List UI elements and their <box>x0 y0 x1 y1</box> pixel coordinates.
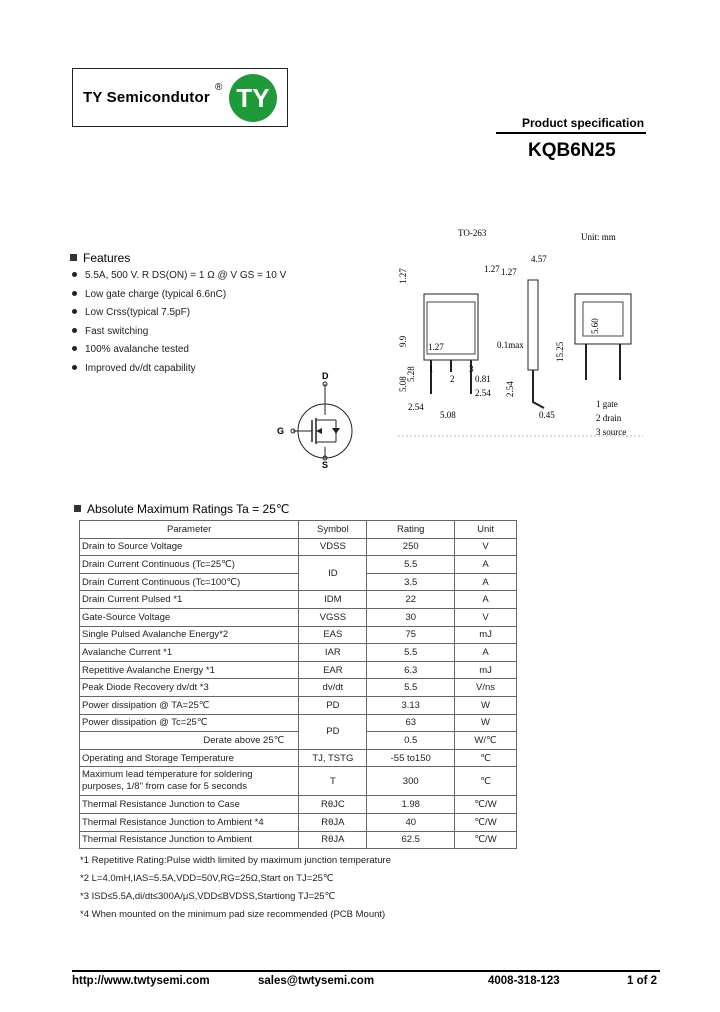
param-cell: Drain Current Continuous (Tc=100℃) <box>80 573 299 591</box>
feature-item: Low Crss(typical 7.5pF) <box>72 307 286 326</box>
unit-cell: mJ <box>455 626 517 644</box>
rating-cell: 30 <box>367 608 455 626</box>
footnote: *3 ISD≤5.5A,di/dt≤300A/μS,VDD≤BVDSS,Startiong TJ=25℃ <box>80 891 336 902</box>
source-label: S <box>322 460 329 468</box>
unit-cell: A <box>455 644 517 662</box>
dim-label: 0.45 <box>539 410 555 420</box>
dim-label: 4.57 <box>531 254 547 264</box>
unit-cell: mJ <box>455 661 517 679</box>
table-row <box>80 573 517 591</box>
rating-cell: 6.3 <box>367 661 455 679</box>
rating-cell: 250 <box>367 538 455 556</box>
unit-cell: V <box>455 538 517 556</box>
table-row <box>80 749 517 767</box>
rating-cell: 62.5 <box>367 831 455 849</box>
table-row <box>80 661 517 679</box>
symbol-cell: IAR <box>299 644 367 662</box>
feature-item: Fast switching <box>72 326 286 345</box>
table-row <box>80 679 517 697</box>
pin-legend-item: 1 gate <box>596 399 618 409</box>
symbol-cell: RθJA <box>299 831 367 849</box>
symbol-cell: RθJA <box>299 813 367 831</box>
bullet-dot-icon <box>72 309 77 314</box>
param-cell: Power dissipation @ TA=25℃ <box>80 696 299 714</box>
symbol-cell: PD <box>299 714 367 749</box>
dim-label: 1.27 <box>484 264 500 274</box>
header-cell: Unit <box>455 521 517 539</box>
symbol-cell: ID <box>299 556 367 591</box>
table-row <box>80 831 517 849</box>
footnote: *1 Repetitive Rating:Pulse width limited by maximum junction temperature <box>80 855 391 866</box>
unit-cell: W <box>455 696 517 714</box>
footnotes <box>80 855 391 927</box>
unit-label: Unit: mm <box>581 232 616 242</box>
pin-legend-item: 3 source <box>596 427 627 437</box>
pin-label: 3 <box>469 364 474 374</box>
side-lead <box>533 370 544 408</box>
dim-label: 2.54 <box>475 388 491 398</box>
logo-box <box>72 68 288 127</box>
pin-label: 2 <box>450 374 455 384</box>
bullet-square-icon <box>70 254 77 261</box>
param-cell: Drain Current Pulsed *1 <box>80 591 299 609</box>
to263-package-diagram <box>398 222 648 447</box>
param-cell: Derate above 25℃ <box>80 732 299 750</box>
dim-label: 0.81 <box>475 374 491 384</box>
diode-arrow-icon <box>332 428 340 434</box>
feature-item: Low gate charge (typical 6.6nC) <box>72 289 286 308</box>
email-link[interactable]: sales@twtysemi.com <box>258 975 375 987</box>
unit-cell: W/℃ <box>455 732 517 750</box>
rating-cell: 5.5 <box>367 679 455 697</box>
unit-cell: V/ns <box>455 679 517 697</box>
dim-label: 1.27 <box>501 267 517 277</box>
rating-cell: 0.5 <box>367 732 455 750</box>
table-row <box>80 608 517 626</box>
table-row <box>80 714 517 732</box>
rating-cell: 5.5 <box>367 644 455 662</box>
param-cell: Repetitive Avalanche Energy *1 <box>80 661 299 679</box>
dim-label: 0.1max <box>497 340 524 350</box>
unit-cell: A <box>455 573 517 591</box>
channel-arrow-icon <box>316 428 322 434</box>
param-cell: Maximum lead temperature for soldering purposes, 1/8" from case for 5 seconds <box>80 767 299 796</box>
symbol-cell: T <box>299 767 367 796</box>
pin-label: 1 <box>429 364 434 374</box>
symbol-cell: VGSS <box>299 608 367 626</box>
feature-item: 5.5A, 500 V. R DS(ON) = 1 Ω @ V GS = 10 V <box>72 270 286 289</box>
dim-label: 15.25 <box>555 341 565 362</box>
package-name: TO-263 <box>458 228 487 238</box>
unit-cell: ℃ <box>455 767 517 796</box>
pin-legend-item: 2 drain <box>596 413 622 423</box>
param-cell: Thermal Resistance Junction to Case <box>80 796 299 814</box>
param-cell: Peak Diode Recovery dv/dt *3 <box>80 679 299 697</box>
header-cell: Symbol <box>299 521 367 539</box>
mosfet-symbol <box>270 368 370 468</box>
header-cell: Parameter <box>80 521 299 539</box>
dim-label: 9.9 <box>398 335 408 347</box>
bullet-dot-icon <box>72 365 77 370</box>
part-number: KQB6N25 <box>528 140 616 161</box>
footer-divider <box>72 970 660 972</box>
param-cell: Single Pulsed Avalanche Energy*2 <box>80 626 299 644</box>
unit-cell: W <box>455 714 517 732</box>
symbol-cell: RθJC <box>299 796 367 814</box>
phone-number: 4008-318-123 <box>488 975 560 987</box>
dim-label: 5.28 <box>406 366 416 382</box>
features-title: Features <box>70 251 130 265</box>
dim-label: 2.54 <box>408 402 424 412</box>
param-cell: Gate-Source Voltage <box>80 608 299 626</box>
rating-cell: 75 <box>367 626 455 644</box>
param-cell: Avalanche Current *1 <box>80 644 299 662</box>
footnote: *2 L=4.0mH,IAS=5.5A,VDD=50V,RG=25Ω,Start on TJ=25℃ <box>80 873 334 884</box>
feature-item: Improved dv/dt capability <box>72 363 286 382</box>
table-row <box>80 538 517 556</box>
rating-cell: 3.5 <box>367 573 455 591</box>
table-row <box>80 796 517 814</box>
feature-item: 100% avalanche tested <box>72 344 286 363</box>
bullet-dot-icon <box>72 291 77 296</box>
drain-label: D <box>322 371 329 381</box>
bullet-dot-icon <box>72 328 77 333</box>
symbol-cell: VDSS <box>299 538 367 556</box>
param-cell: Thermal Resistance Junction to Ambient <box>80 831 299 849</box>
param-cell: Operating and Storage Temperature <box>80 749 299 767</box>
symbol-cell: EAR <box>299 661 367 679</box>
unit-cell: A <box>455 556 517 574</box>
rating-cell: 1.98 <box>367 796 455 814</box>
spec-underline <box>496 132 646 134</box>
rating-cell: 5.5 <box>367 556 455 574</box>
gate-label: G <box>277 426 285 436</box>
table-header-row <box>80 521 517 539</box>
spec-label: Product specification <box>522 116 645 130</box>
ty-logo: TY <box>229 74 277 122</box>
rating-cell: 3.13 <box>367 696 455 714</box>
bullet-dot-icon <box>72 272 77 277</box>
dim-label: 1.27 <box>428 342 444 352</box>
brand-name: TY Semicondutor <box>83 89 210 106</box>
symbol-cell: dv/dt <box>299 679 367 697</box>
symbol-cell: PD <box>299 696 367 714</box>
ratings-table <box>79 520 517 849</box>
features-list <box>72 270 286 381</box>
dim-label: 1.27 <box>398 268 408 284</box>
param-cell: Drain Current Continuous (Tc=25℃) <box>80 556 299 574</box>
dim-label: 5.08 <box>440 410 456 420</box>
table-row <box>80 556 517 574</box>
table-row <box>80 626 517 644</box>
header-cell: Rating <box>367 521 455 539</box>
rating-cell: 22 <box>367 591 455 609</box>
unit-cell: ℃/W <box>455 813 517 831</box>
symbol-cell: EAS <box>299 626 367 644</box>
param-cell: Power dissipation @ Tc=25℃ <box>80 714 299 732</box>
registered-mark: ® <box>215 82 223 93</box>
table-row <box>80 644 517 662</box>
rating-cell: 300 <box>367 767 455 796</box>
bullet-square-icon <box>74 505 81 512</box>
footnote: *4 When mounted on the minimum pad size recommended (PCB Mount) <box>80 909 386 920</box>
unit-cell: ℃/W <box>455 831 517 849</box>
ratings-title: Absolute Maximum Ratings Ta = 25℃ <box>74 502 289 516</box>
unit-cell: A <box>455 591 517 609</box>
rating-cell: 40 <box>367 813 455 831</box>
dim-label: 5.08 <box>398 376 408 392</box>
unit-cell: V <box>455 608 517 626</box>
param-cell: Drain to Source Voltage <box>80 538 299 556</box>
side-body <box>528 280 538 370</box>
table-row <box>80 813 517 831</box>
symbol-cell: TJ, TSTG <box>299 749 367 767</box>
dim-label: 2.54 <box>505 381 515 397</box>
table-row <box>80 732 517 750</box>
back-tab <box>583 302 623 336</box>
page-number: 1 of 2 <box>627 975 658 987</box>
bullet-dot-icon <box>72 346 77 351</box>
rating-cell: -55 to150 <box>367 749 455 767</box>
table-row <box>80 696 517 714</box>
unit-cell: ℃ <box>455 749 517 767</box>
table-row <box>80 591 517 609</box>
param-cell: Thermal Resistance Junction to Ambient *4 <box>80 813 299 831</box>
website-link[interactable]: http://www.twtysemi.com <box>72 975 210 987</box>
symbol-cell: IDM <box>299 591 367 609</box>
dim-label: 5.60 <box>590 318 600 334</box>
rating-cell: 63 <box>367 714 455 732</box>
unit-cell: ℃/W <box>455 796 517 814</box>
table-row <box>80 767 517 796</box>
